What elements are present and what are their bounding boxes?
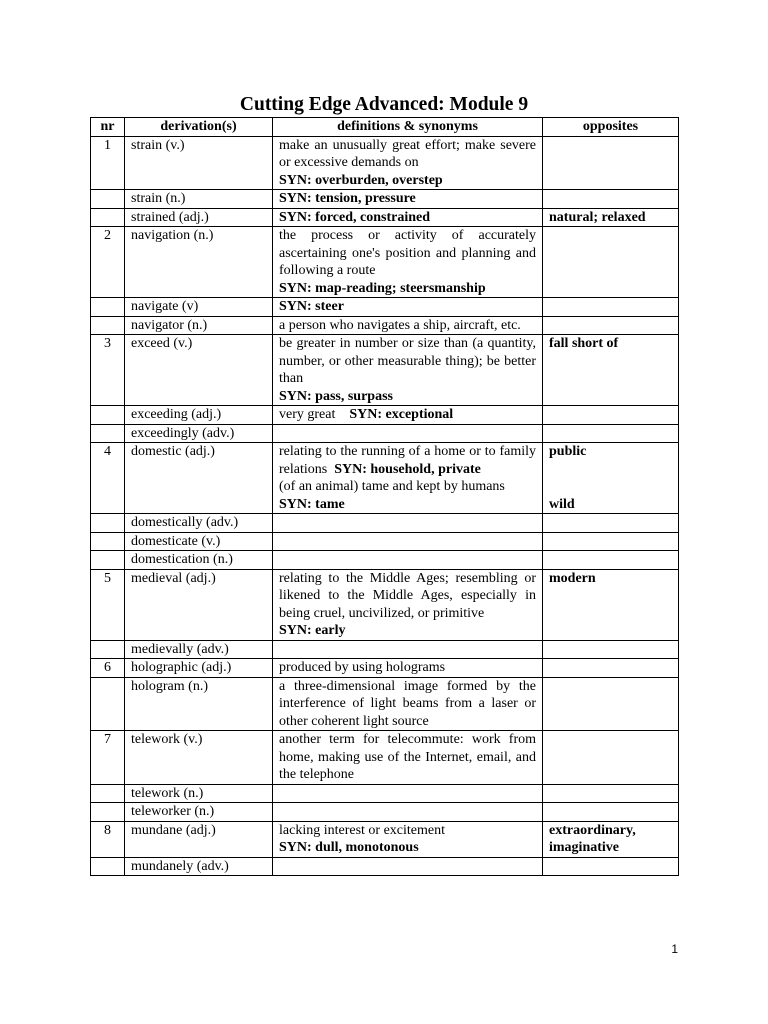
derivation-cell: domestic (adj.) xyxy=(125,443,273,514)
synonym-text: SYN: forced, constrained xyxy=(279,209,431,225)
header-derivations: derivation(s) xyxy=(125,118,273,137)
derivation-cell: holographic (adj.) xyxy=(125,659,273,678)
vocabulary-table xyxy=(90,117,679,876)
row-number: 5 xyxy=(91,569,125,640)
definition-cell xyxy=(273,514,543,533)
opposite-cell: modern xyxy=(543,569,679,640)
row-number xyxy=(91,551,125,570)
row-number xyxy=(91,640,125,659)
definition-cell xyxy=(273,190,543,209)
definition-cell xyxy=(273,857,543,876)
derivation-cell: exceed (v.) xyxy=(125,335,273,406)
derivation-cell: telework (v.) xyxy=(125,731,273,785)
definition-cell xyxy=(273,406,543,425)
opposite-text: wild xyxy=(549,496,575,512)
opposite-cell xyxy=(543,532,679,551)
definition-text: relating to the Middle Ages; resembling or likened to the Middle Ages, especially in being cruel, uncivilized, or primitive xyxy=(279,570,536,621)
definition-cell xyxy=(273,208,543,227)
definition-cell xyxy=(273,136,543,190)
opposite-cell xyxy=(543,659,679,678)
table-row xyxy=(91,227,679,298)
definition-cell xyxy=(273,731,543,785)
row-number xyxy=(91,424,125,443)
header-opposites: opposites xyxy=(543,118,679,137)
derivation-cell: medieval (adj.) xyxy=(125,569,273,640)
definition-text: (of an animal) tame and kept by humans xyxy=(279,479,505,494)
table-row xyxy=(91,857,679,876)
synonym-text: SYN: household, private xyxy=(334,461,481,477)
synonym-text: SYN: map-reading; steersmanship xyxy=(279,280,486,296)
derivation-cell: domestication (n.) xyxy=(125,551,273,570)
definition-text: make an unusually great effort; make severe or excessive demands on xyxy=(279,137,536,170)
definition-text: produced by using holograms xyxy=(279,660,446,675)
definition-cell xyxy=(273,227,543,298)
definition-cell xyxy=(273,532,543,551)
definition-text: lacking interest or excitement xyxy=(279,822,445,838)
derivation-cell: hologram (n.) xyxy=(125,677,273,731)
table-row xyxy=(91,659,679,678)
derivation-cell: strain (v.) xyxy=(125,136,273,190)
definition-cell xyxy=(273,784,543,803)
row-number xyxy=(91,316,125,335)
definition-cell xyxy=(273,569,543,640)
row-number: 2 xyxy=(91,227,125,298)
table-row xyxy=(91,298,679,317)
opposite-cell xyxy=(543,316,679,335)
definition-cell xyxy=(273,677,543,731)
row-number: 1 xyxy=(91,136,125,190)
definition-cell xyxy=(273,640,543,659)
derivation-cell: exceedingly (adv.) xyxy=(125,424,273,443)
opposite-cell xyxy=(543,227,679,298)
row-number: 3 xyxy=(91,335,125,406)
table-row xyxy=(91,424,679,443)
synonym-text: SYN: pass, surpass xyxy=(279,388,393,404)
table-row xyxy=(91,569,679,640)
opposite-cell xyxy=(543,298,679,317)
table-row xyxy=(91,208,679,227)
opposite-cell xyxy=(543,551,679,570)
opposite-cell xyxy=(543,190,679,209)
row-number: 7 xyxy=(91,731,125,785)
table-row xyxy=(91,821,679,857)
derivation-cell: navigate (v) xyxy=(125,298,273,317)
opposite-cell: extraordinary, imaginative xyxy=(543,821,679,857)
derivation-cell: strained (adj.) xyxy=(125,208,273,227)
definition-cell xyxy=(273,659,543,678)
definition-text: a person who navigates a ship, aircraft, etc. xyxy=(279,317,521,333)
definition-text: another term for telecommute: work from home, making use of the Internet, email, and the telephone xyxy=(279,732,536,782)
definition-cell xyxy=(273,551,543,570)
definition-text: be greater in number or size than (a quantity, number, or other measurable thing); be better than xyxy=(279,336,536,386)
row-number xyxy=(91,298,125,317)
table-row xyxy=(91,316,679,335)
derivation-cell: teleworker (n.) xyxy=(125,803,273,822)
header-nr: nr xyxy=(91,118,125,137)
page-number: 1 xyxy=(671,942,678,956)
row-number: 6 xyxy=(91,659,125,678)
definition-cell xyxy=(273,335,543,406)
table-row xyxy=(91,640,679,659)
row-number xyxy=(91,677,125,731)
page-title: Cutting Edge Advanced: Module 9 xyxy=(239,94,529,115)
derivation-cell: strain (n.) xyxy=(125,190,273,209)
row-number xyxy=(91,190,125,209)
opposite-cell xyxy=(543,443,679,514)
table-row xyxy=(91,514,679,533)
opposite-cell xyxy=(543,677,679,731)
table-row xyxy=(91,190,679,209)
opposite-cell xyxy=(543,803,679,822)
synonym-text: SYN: early xyxy=(279,623,346,638)
definition-cell xyxy=(273,821,543,857)
table-row xyxy=(91,532,679,551)
opposite-cell xyxy=(543,424,679,443)
definition-cell xyxy=(273,316,543,335)
table-row xyxy=(91,443,679,514)
opposite-cell xyxy=(543,406,679,425)
definition-text: relating to the running of a home or to family relations xyxy=(279,444,536,477)
opposite-text: public xyxy=(549,444,587,459)
definition-cell xyxy=(273,443,543,514)
row-number xyxy=(91,208,125,227)
opposite-cell xyxy=(543,731,679,785)
derivation-cell: mundanely (adv.) xyxy=(125,857,273,876)
row-number: 8 xyxy=(91,821,125,857)
table-row xyxy=(91,731,679,785)
definition-text: the process or activity of accurately ascertaining one's position and planning and following a route xyxy=(279,228,536,278)
definition-cell xyxy=(273,803,543,822)
definition-text: very great xyxy=(279,407,336,422)
opposite-cell: fall short of xyxy=(543,335,679,406)
row-number xyxy=(91,803,125,822)
row-number xyxy=(91,406,125,425)
derivation-cell: navigator (n.) xyxy=(125,316,273,335)
synonym-text: SYN: tension, pressure xyxy=(279,191,416,206)
table-row xyxy=(91,784,679,803)
table-row xyxy=(91,677,679,731)
row-number: 4 xyxy=(91,443,125,514)
header-definitions: definitions & synonyms xyxy=(273,118,543,137)
opposite-cell xyxy=(543,857,679,876)
definition-cell xyxy=(273,298,543,317)
opposite-cell xyxy=(543,784,679,803)
synonym-text: SYN: exceptional xyxy=(349,407,454,422)
opposite-cell xyxy=(543,514,679,533)
table-header-row xyxy=(91,118,679,137)
derivation-cell: exceeding (adj.) xyxy=(125,406,273,425)
opposite-cell xyxy=(543,136,679,190)
row-number xyxy=(91,857,125,876)
table-row xyxy=(91,406,679,425)
derivation-cell: mundane (adj.) xyxy=(125,821,273,857)
row-number xyxy=(91,514,125,533)
definition-cell xyxy=(273,424,543,443)
derivation-cell: domestically (adv.) xyxy=(125,514,273,533)
derivation-cell: navigation (n.) xyxy=(125,227,273,298)
table-row xyxy=(91,136,679,190)
synonym-text: SYN: overburden, overstep xyxy=(279,172,443,188)
derivation-cell: telework (n.) xyxy=(125,784,273,803)
synonym-text: SYN: tame xyxy=(279,496,345,512)
derivation-cell: medievally (adv.) xyxy=(125,640,273,659)
row-number xyxy=(91,784,125,803)
synonym-text: SYN: dull, monotonous xyxy=(279,840,419,855)
derivation-cell: domesticate (v.) xyxy=(125,532,273,551)
table-row xyxy=(91,551,679,570)
table-row xyxy=(91,803,679,822)
opposite-cell: natural; relaxed xyxy=(543,208,679,227)
row-number xyxy=(91,532,125,551)
opposite-cell xyxy=(543,640,679,659)
table-row xyxy=(91,335,679,406)
definition-text: a three-dimensional image formed by the interference of light beams from a laser or other coherent light source xyxy=(279,678,536,729)
synonym-text: SYN: steer xyxy=(279,299,344,314)
